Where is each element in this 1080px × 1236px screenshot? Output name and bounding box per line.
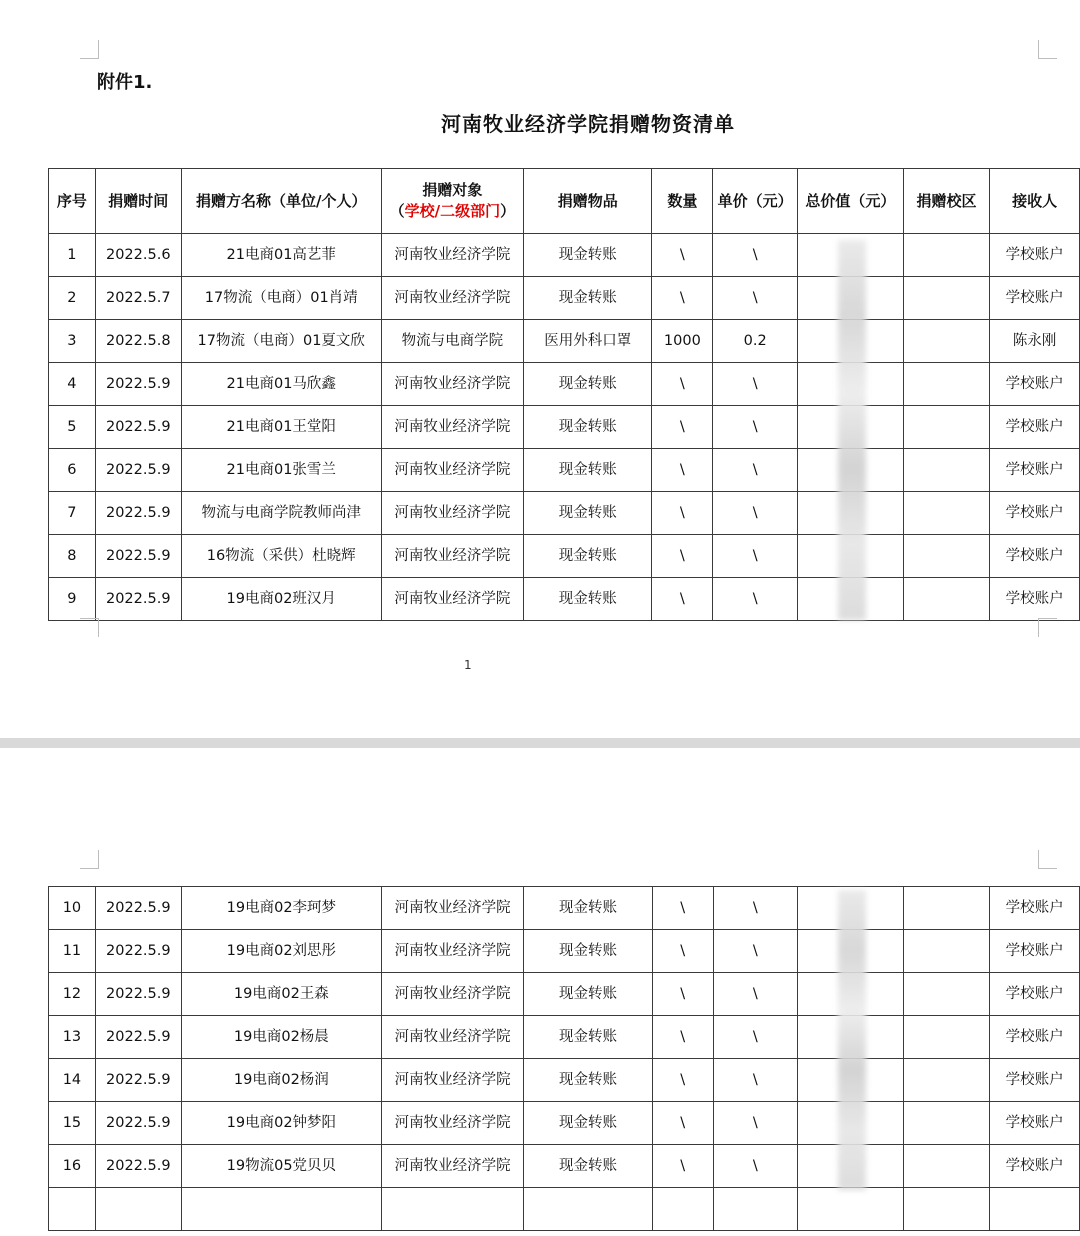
cell-campus [903, 930, 990, 973]
cell-target: 河南牧业经济学院 [381, 363, 523, 406]
cell-qty: 1000 [652, 320, 713, 363]
cell-time: 2022.5.9 [95, 1145, 181, 1188]
table-row [49, 930, 1080, 973]
cell-campus [903, 1102, 990, 1145]
header-campus: 捐赠校区 [903, 169, 990, 234]
cell-item: 现金转账 [524, 1016, 652, 1059]
cell-seq: 5 [49, 406, 96, 449]
table-row [49, 1016, 1080, 1059]
cell-time: 2022.5.9 [95, 363, 181, 406]
table-row [49, 234, 1080, 277]
cell-item: 现金转账 [524, 492, 652, 535]
document-page-2 [0, 748, 1080, 1236]
cell-receiver: 学校账户 [990, 406, 1080, 449]
cell-price: \ [713, 1059, 798, 1102]
cell-qty: \ [652, 1102, 713, 1145]
cell-item: 现金转账 [524, 887, 652, 930]
header-target-close: ） [500, 202, 516, 220]
margin-corner-mark [1038, 40, 1057, 59]
cell-target: 河南牧业经济学院 [381, 1145, 523, 1188]
empty-cell [49, 1188, 96, 1231]
cell-donor: 19电商02李珂梦 [181, 887, 381, 930]
margin-corner-mark [80, 850, 99, 869]
cell-receiver: 学校账户 [990, 1102, 1080, 1145]
header-unit-price: 单价（元） [713, 169, 798, 234]
cell-donor: 21电商01王堂阳 [181, 406, 381, 449]
cell-target: 河南牧业经济学院 [381, 1059, 523, 1102]
margin-corner-mark [1038, 618, 1057, 637]
cell-campus [903, 320, 990, 363]
header-target [381, 169, 523, 234]
cell-donor: 19电商02王森 [181, 973, 381, 1016]
cell-seq: 3 [49, 320, 96, 363]
cell-donor: 17物流（电商）01夏文欣 [181, 320, 381, 363]
cell-qty: \ [652, 930, 713, 973]
header-seq: 序号 [49, 169, 96, 234]
cell-seq: 7 [49, 492, 96, 535]
cell-target: 河南牧业经济学院 [381, 492, 523, 535]
cell-time: 2022.5.9 [95, 578, 181, 621]
cell-donor: 物流与电商学院教师尚津 [181, 492, 381, 535]
cell-qty: \ [652, 277, 713, 320]
empty-cell [903, 1188, 990, 1231]
empty-cell [652, 1188, 713, 1231]
margin-corner-mark [80, 40, 99, 59]
cell-time: 2022.5.9 [95, 1016, 181, 1059]
cell-qty: \ [652, 887, 713, 930]
cell-time: 2022.5.7 [95, 277, 181, 320]
cell-donor: 19电商02刘思彤 [181, 930, 381, 973]
table-row [49, 492, 1080, 535]
cell-donor: 19电商02杨晨 [181, 1016, 381, 1059]
cell-time: 2022.5.9 [95, 535, 181, 578]
cell-price: \ [713, 1016, 798, 1059]
cell-item: 现金转账 [524, 1145, 652, 1188]
cell-target: 河南牧业经济学院 [381, 1102, 523, 1145]
cell-item: 现金转账 [524, 449, 652, 492]
cell-item: 现金转账 [524, 406, 652, 449]
cell-donor: 19电商02钟梦阳 [181, 1102, 381, 1145]
redacted-blur [838, 890, 866, 1190]
cell-time: 2022.5.6 [95, 234, 181, 277]
cell-time: 2022.5.9 [95, 406, 181, 449]
cell-qty: \ [652, 406, 713, 449]
cell-price: \ [713, 449, 798, 492]
cell-receiver: 学校账户 [990, 930, 1080, 973]
cell-seq: 2 [49, 277, 96, 320]
cell-item: 现金转账 [524, 277, 652, 320]
cell-campus [903, 973, 990, 1016]
table-row [49, 887, 1080, 930]
redacted-blur [838, 240, 866, 620]
table-row [49, 1145, 1080, 1188]
cell-time: 2022.5.9 [95, 1102, 181, 1145]
cell-time: 2022.5.9 [95, 930, 181, 973]
donation-table-continued [48, 886, 1080, 1231]
cell-receiver: 学校账户 [990, 1016, 1080, 1059]
cell-target: 河南牧业经济学院 [381, 930, 523, 973]
empty-cell [95, 1188, 181, 1231]
cell-campus [903, 535, 990, 578]
cell-receiver: 学校账户 [990, 277, 1080, 320]
cell-price: \ [713, 234, 798, 277]
cell-price: \ [713, 887, 798, 930]
cell-price: 0.2 [713, 320, 798, 363]
cell-time: 2022.5.9 [95, 973, 181, 1016]
cell-seq: 12 [49, 973, 96, 1016]
cell-seq: 9 [49, 578, 96, 621]
cell-donor: 16物流（采供）杜晓辉 [181, 535, 381, 578]
cell-qty: \ [652, 1016, 713, 1059]
cell-qty: \ [652, 1145, 713, 1188]
header-target-red: 学校/二级部门 [404, 202, 501, 220]
cell-campus [903, 1145, 990, 1188]
empty-cell [798, 1188, 904, 1231]
cell-campus [903, 234, 990, 277]
table-row [49, 1059, 1080, 1102]
cell-qty: \ [652, 973, 713, 1016]
table-row [49, 449, 1080, 492]
empty-cell [524, 1188, 652, 1231]
header-donor: 捐赠方名称（单位/个人） [181, 169, 381, 234]
header-target-label: 捐赠对象 [422, 181, 483, 199]
cell-price: \ [713, 406, 798, 449]
cell-target: 河南牧业经济学院 [381, 535, 523, 578]
cell-item: 现金转账 [524, 578, 652, 621]
table-row [49, 973, 1080, 1016]
cell-campus [903, 406, 990, 449]
cell-seq: 10 [49, 887, 96, 930]
table-row [49, 363, 1080, 406]
cell-price: \ [713, 930, 798, 973]
cell-qty: \ [652, 234, 713, 277]
cell-item: 医用外科口罩 [524, 320, 652, 363]
cell-campus [903, 492, 990, 535]
cell-time: 2022.5.9 [95, 887, 181, 930]
cell-item: 现金转账 [524, 234, 652, 277]
cell-target: 河南牧业经济学院 [381, 578, 523, 621]
cell-qty: \ [652, 578, 713, 621]
cell-target: 河南牧业经济学院 [381, 1016, 523, 1059]
table-row [49, 535, 1080, 578]
document-title: 河南牧业经济学院捐赠物资清单 [441, 112, 735, 136]
margin-corner-mark [1038, 850, 1057, 869]
cell-qty: \ [652, 535, 713, 578]
table-row-empty [49, 1188, 1080, 1231]
donation-table [48, 168, 1080, 621]
cell-seq: 4 [49, 363, 96, 406]
cell-price: \ [713, 1145, 798, 1188]
empty-cell [381, 1188, 523, 1231]
cell-item: 现金转账 [524, 930, 652, 973]
cell-price: \ [713, 277, 798, 320]
cell-target: 河南牧业经济学院 [381, 449, 523, 492]
cell-receiver: 学校账户 [990, 1059, 1080, 1102]
page-number: 1 [464, 658, 472, 672]
cell-item: 现金转账 [524, 1059, 652, 1102]
cell-campus [903, 449, 990, 492]
cell-target: 河南牧业经济学院 [381, 234, 523, 277]
cell-receiver: 学校账户 [990, 973, 1080, 1016]
cell-seq: 14 [49, 1059, 96, 1102]
cell-seq: 6 [49, 449, 96, 492]
table-row [49, 1102, 1080, 1145]
cell-receiver: 学校账户 [990, 492, 1080, 535]
cell-item: 现金转账 [524, 535, 652, 578]
cell-donor: 17物流（电商）01肖靖 [181, 277, 381, 320]
cell-donor: 21电商01马欣鑫 [181, 363, 381, 406]
cell-qty: \ [652, 1059, 713, 1102]
table-header-row [49, 169, 1080, 234]
cell-price: \ [713, 578, 798, 621]
cell-receiver: 学校账户 [990, 887, 1080, 930]
cell-receiver: 学校账户 [990, 449, 1080, 492]
cell-campus [903, 363, 990, 406]
cell-donor: 19电商02杨润 [181, 1059, 381, 1102]
header-time: 捐赠时间 [95, 169, 181, 234]
cell-donor: 19物流05党贝贝 [181, 1145, 381, 1188]
cell-time: 2022.5.9 [95, 1059, 181, 1102]
cell-price: \ [713, 363, 798, 406]
table-row [49, 406, 1080, 449]
cell-receiver: 学校账户 [990, 234, 1080, 277]
cell-time: 2022.5.8 [95, 320, 181, 363]
empty-cell [990, 1188, 1080, 1231]
cell-target: 河南牧业经济学院 [381, 887, 523, 930]
cell-receiver: 学校账户 [990, 535, 1080, 578]
attachment-label: 附件1. [97, 72, 153, 93]
cell-qty: \ [652, 492, 713, 535]
cell-item: 现金转账 [524, 1102, 652, 1145]
cell-target: 物流与电商学院 [381, 320, 523, 363]
cell-price: \ [713, 1102, 798, 1145]
header-receiver: 接收人 [990, 169, 1080, 234]
cell-target: 河南牧业经济学院 [381, 406, 523, 449]
header-total: 总价值（元） [798, 169, 904, 234]
cell-receiver: 学校账户 [990, 578, 1080, 621]
cell-donor: 21电商01张雪兰 [181, 449, 381, 492]
empty-cell [181, 1188, 381, 1231]
cell-receiver: 陈永刚 [990, 320, 1080, 363]
cell-campus [903, 1059, 990, 1102]
margin-corner-mark [80, 618, 99, 637]
cell-seq: 16 [49, 1145, 96, 1188]
cell-campus [903, 887, 990, 930]
table-row [49, 277, 1080, 320]
cell-campus [903, 277, 990, 320]
cell-price: \ [713, 973, 798, 1016]
header-item: 捐赠物品 [524, 169, 652, 234]
header-qty: 数量 [652, 169, 713, 234]
cell-item: 现金转账 [524, 363, 652, 406]
page-separator [0, 738, 1080, 748]
cell-item: 现金转账 [524, 973, 652, 1016]
cell-time: 2022.5.9 [95, 492, 181, 535]
cell-campus [903, 1016, 990, 1059]
cell-seq: 1 [49, 234, 96, 277]
cell-price: \ [713, 535, 798, 578]
header-target-open: （ [389, 202, 405, 220]
cell-price: \ [713, 492, 798, 535]
cell-campus [903, 578, 990, 621]
empty-cell [713, 1188, 798, 1231]
cell-receiver: 学校账户 [990, 363, 1080, 406]
cell-target: 河南牧业经济学院 [381, 277, 523, 320]
cell-qty: \ [652, 449, 713, 492]
cell-donor: 19电商02班汉月 [181, 578, 381, 621]
cell-time: 2022.5.9 [95, 449, 181, 492]
cell-receiver: 学校账户 [990, 1145, 1080, 1188]
table-row [49, 320, 1080, 363]
cell-seq: 11 [49, 930, 96, 973]
table-row [49, 578, 1080, 621]
cell-seq: 8 [49, 535, 96, 578]
cell-seq: 13 [49, 1016, 96, 1059]
cell-qty: \ [652, 363, 713, 406]
cell-seq: 15 [49, 1102, 96, 1145]
cell-donor: 21电商01高艺菲 [181, 234, 381, 277]
cell-target: 河南牧业经济学院 [381, 973, 523, 1016]
